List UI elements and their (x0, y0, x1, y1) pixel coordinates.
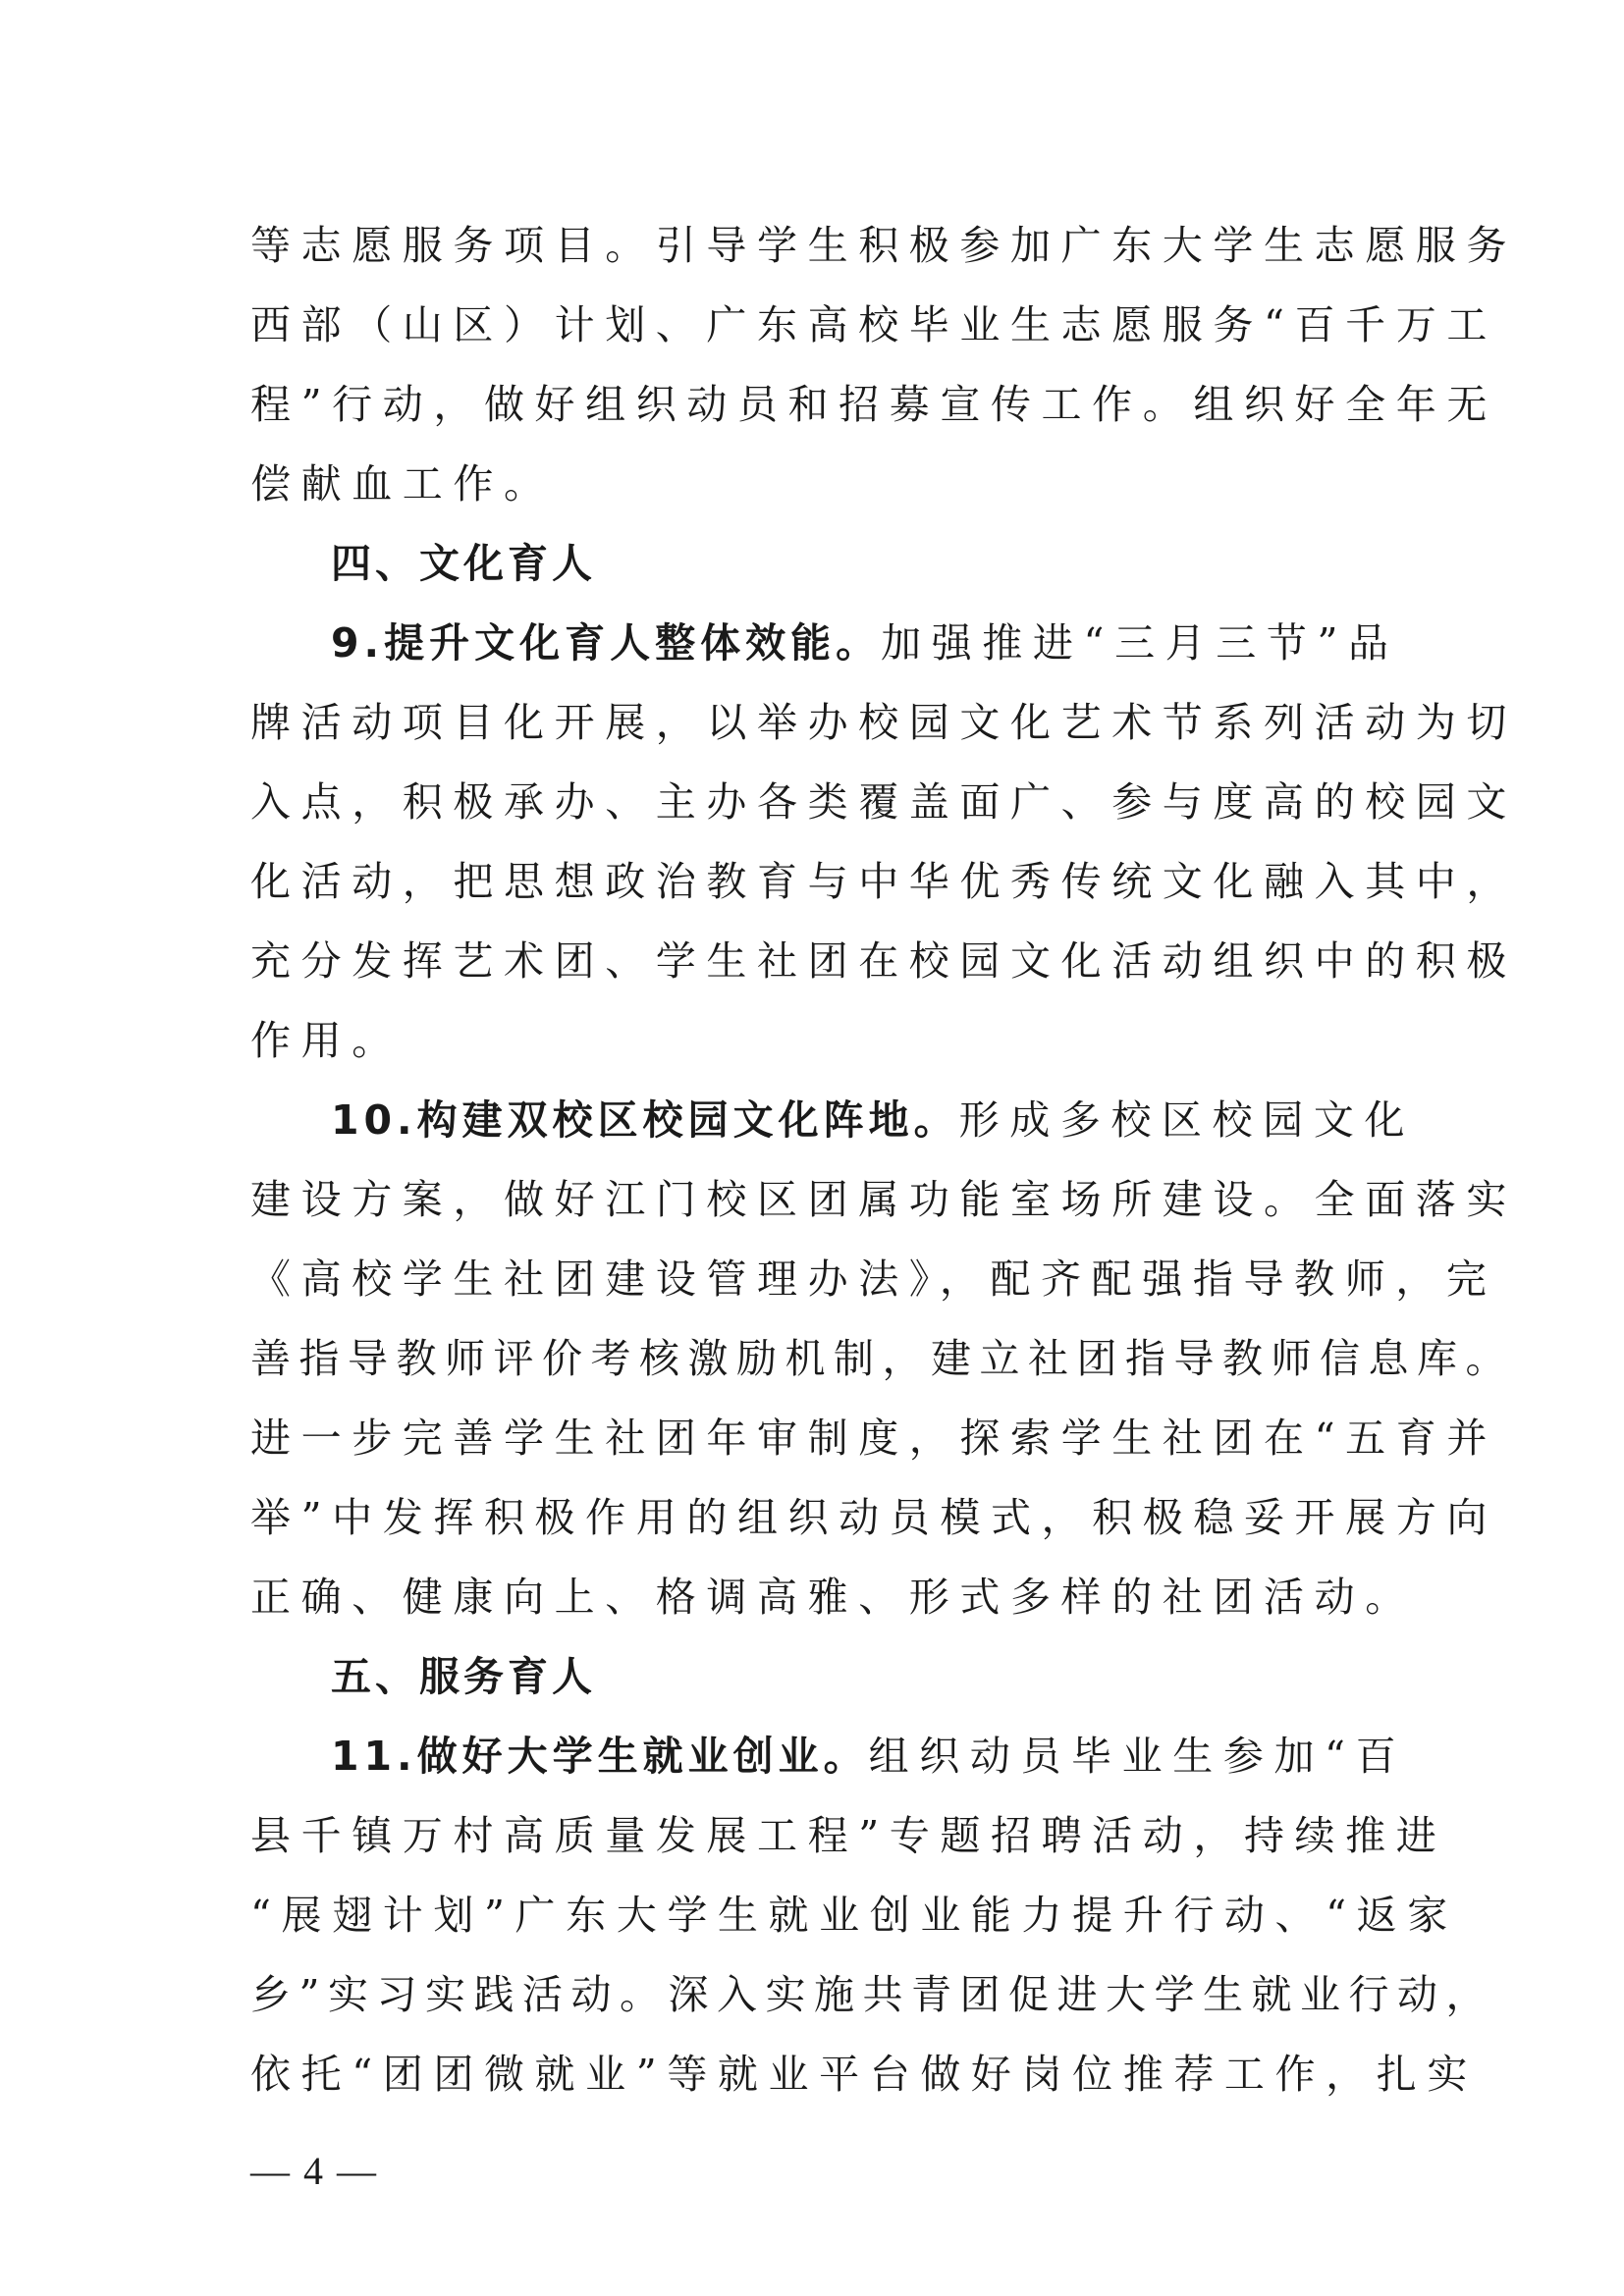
body-line: 县千镇万村高质量发展工程”专题招聘活动，持续推进 (250, 1812, 1447, 1859)
item10-first-line-text: 形成多校区校园文化 (958, 1096, 1416, 1144)
body-line: 举”中发挥积极作用的组织动员模式，积极稳妥开展方向 (250, 1494, 1497, 1541)
body-line: 善指导教师评价考核激励机制，建立社团指导教师信息库。 (250, 1335, 1514, 1382)
item10-title: 10.构建双校区校园文化阵地。 (331, 1096, 959, 1144)
section-five-heading: 五、服务育人 (331, 1653, 596, 1700)
body-line: 作用。 (250, 1017, 403, 1064)
section-four-heading: 四、文化育人 (331, 540, 596, 587)
body-line: 等志愿服务项目。引导学生积极参加广东大学生志愿服务 (250, 222, 1517, 269)
body-line: 牌活动项目化开展，以举办校园文化艺术节系列活动为切 (250, 699, 1517, 746)
body-line: 乡”实习实践活动。深入实施共青团促进大学生就业行动， (250, 1971, 1494, 2018)
item11-first-line-text: 组织动员毕业生参加“百 (868, 1733, 1407, 1780)
body-line: 西部（山区）计划、广东高校毕业生志愿服务“百千万工 (250, 301, 1497, 348)
body-line: 入点，积极承办、主办各类覆盖面广、参与度高的校园文 (250, 778, 1517, 826)
body-line: “展翅计划”广东大学生就业创业能力提升行动、“返家 (250, 1892, 1458, 1939)
body-line: 《高校学生社团建设管理办法》，配齐配强指导教师，完 (250, 1255, 1497, 1303)
item9-title: 9.提升文化育人整体效能。 (331, 619, 882, 667)
body-line: 程”行动，做好组织动员和招募宣传工作。组织好全年无 (250, 381, 1497, 428)
document-body (250, 206, 1517, 2114)
item11-first-line (250, 1717, 1407, 1796)
item10-first-line (250, 1081, 1416, 1160)
page-number: — 4 — (250, 2149, 378, 2193)
body-line: 正确、健康向上、格调高雅、形式多样的社团活动。 (250, 1574, 1416, 1621)
item11-title: 11.做好大学生就业创业。 (331, 1733, 869, 1780)
body-line: 依托“团团微就业”等就业平台做好岗位推荐工作，扎实 (250, 2051, 1478, 2098)
item9-first-line (250, 604, 1399, 683)
body-line: 建设方案，做好江门校区团属功能室场所建设。全面落实 (250, 1176, 1517, 1223)
body-line: 化活动，把思想政治教育与中华优秀传统文化融入其中， (250, 858, 1517, 905)
item9-first-line-text: 加强推进“三月三节”品 (881, 619, 1399, 667)
body-line: 进一步完善学生社团年审制度，探索学生社团在“五育并 (250, 1415, 1497, 1462)
body-line: 充分发挥艺术团、学生社团在校园文化活动组织中的积极 (250, 937, 1517, 985)
body-line: 偿献血工作。 (250, 460, 555, 507)
